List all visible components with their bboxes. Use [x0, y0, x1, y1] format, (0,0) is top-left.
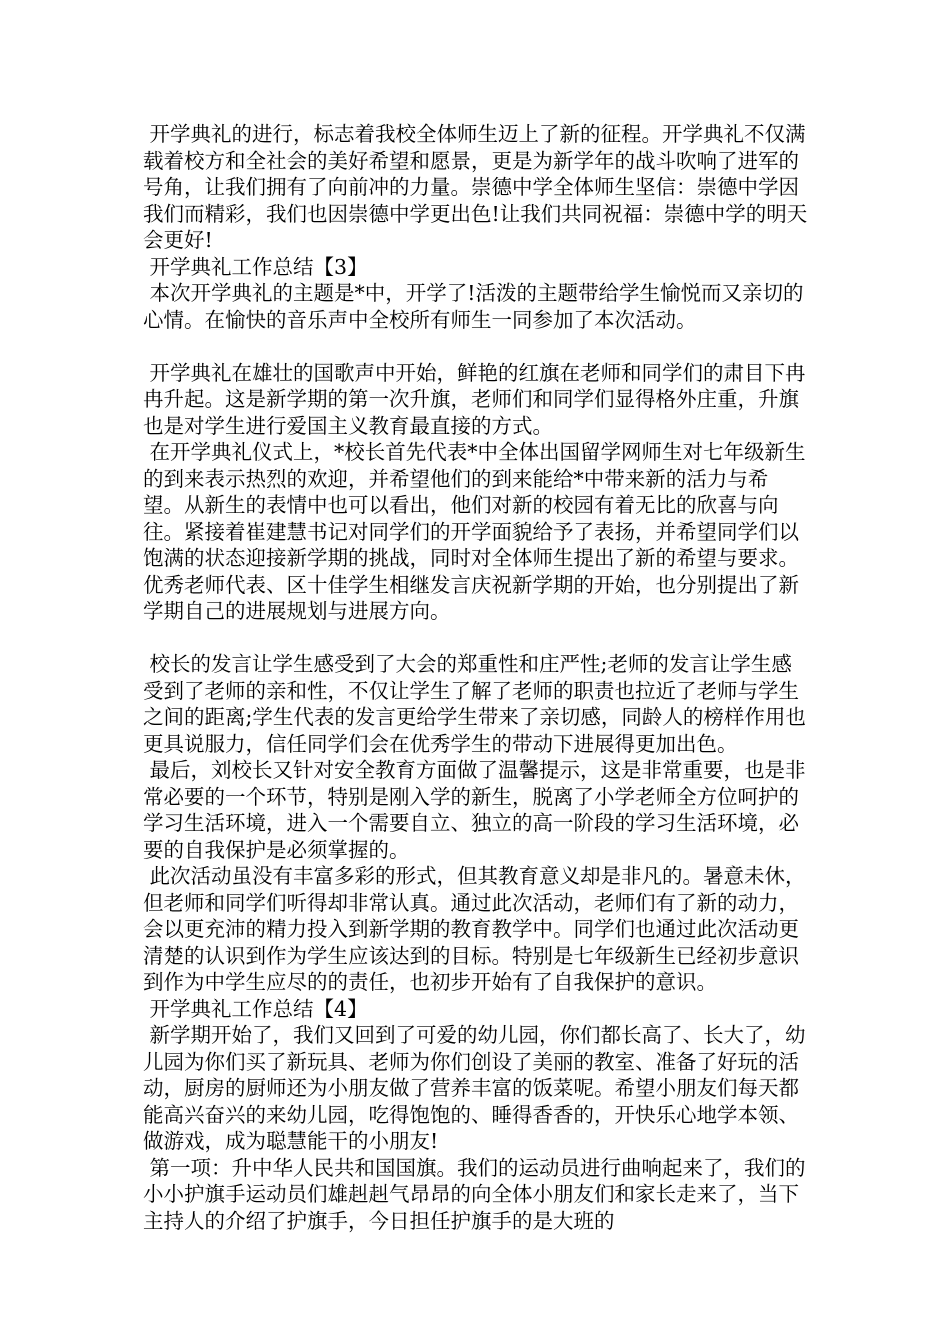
blank-line	[143, 333, 808, 360]
paragraph-flag-raising: 开学典礼在雄壮的国歌声中开始，鲜艳的红旗在老师和同学们的肃目下冉冉升起。这是新学期的第一次升旗，老师们和同学们显得格外庄重，升旗也是对学生进行爱国主义教育最直接的方式。	[143, 360, 806, 438]
document-body	[143, 121, 808, 1234]
paragraph-closing-remarks: 开学典礼的进行，标志着我校全体师生迈上了新的征程。开学典礼不仅满载着校方和全社会的美好希望和愿景，更是为新学年的战斗吹响了进军的号角，让我们拥有了向前冲的力量。崇德中学全体师生坚信：崇德中学因我们而精彩，我们也因崇德中学更出色!让我们共同祝福：崇德中学的明天会更好!	[143, 122, 808, 252]
paragraph-significance: 此次活动虽没有丰富多彩的形式，但其教育意义却是非凡的。暑意未休，但老师和同学们听得却非常认真。通过此次活动，老师们有了新的动力，会以更充沛的精力投入到新学期的教育教学中。同学们也通过此次活动更清楚的认识到作为学生应该达到的目标。特别是七年级新生已经初步意识到作为中学生应尽的的责任，也初步开始有了自我保护的意识。	[143, 864, 806, 994]
section-heading-3: 开学典礼工作总结【3】	[143, 254, 368, 279]
paragraph-speeches: 校长的发言让学生感受到了大会的郑重性和庄严性;老师的发言让学生感受到了老师的亲和性，不仅让学生了解了老师的职责也拉近了老师与学生之间的距离;学生代表的发言更给学生带来了亲切感，同龄人的榜样作用也更具说服力，信任同学们会在优秀学生的带动下进展得更加出色。	[143, 652, 806, 756]
section-heading-4: 开学典礼工作总结【4】	[143, 996, 368, 1021]
paragraph-ceremony: 在开学典礼仪式上，*校长首先代表*中全体出国留学网师生对七年级新生的到来表示热烈的欢迎，并希望他们的到来能给*中带来新的活力与希望。从新生的表情中也可以看出，他们对新的校园有着无比的欣喜与向往。紧接着崔建慧书记对同学们的开学面貌给予了表扬，并希望同学们以饱满的状态迎接新学期的挑战，同时对全体师生提出了新的希望与要求。优秀老师代表、区十佳学生相继发言庆祝新学期的开始，也分别提出了新学期自己的进展规划与进展方向。	[143, 440, 806, 623]
paragraph-safety: 最后，刘校长又针对安全教育方面做了温馨提示，这是非常重要，也是非常必要的一个环节，特别是刚入学的新生，脱离了小学老师全方位呵护的学习生活环境，进入一个需要自立、独立的高一阶段的学习生活环境，必要的自我保护是必须掌握的。	[143, 758, 806, 862]
paragraph-theme: 本次开学典礼的主题是*中，开学了!活泼的主题带给学生愉悦而又亲切的心情。在愉快的音乐声中全校所有师生一同参加了本次活动。	[143, 281, 804, 332]
blank-line	[143, 625, 808, 652]
paragraph-first-item: 第一项：升中华人民共和国国旗。我们的运动员进行曲响起来了，我们的小小护旗手运动员们雄赳赳气昂昂的向全体小朋友们和家长走来了，当下主持人的介绍了护旗手，今日担任护旗手的是大班的	[143, 1155, 806, 1233]
paragraph-kindergarten: 新学期开始了，我们又回到了可爱的幼儿园，你们都长高了、长大了，幼儿园为你们买了新玩具、老师为你们创设了美丽的教室、准备了好玩的活动，厨房的厨师还为小朋友做了营养丰富的饭菜呢。希望小朋友们每天都能高兴奋兴的来幼儿园，吃得饱饱的、睡得香香的，开快乐心地学本领、做游戏，成为聪慧能干的小朋友!	[143, 1023, 806, 1153]
